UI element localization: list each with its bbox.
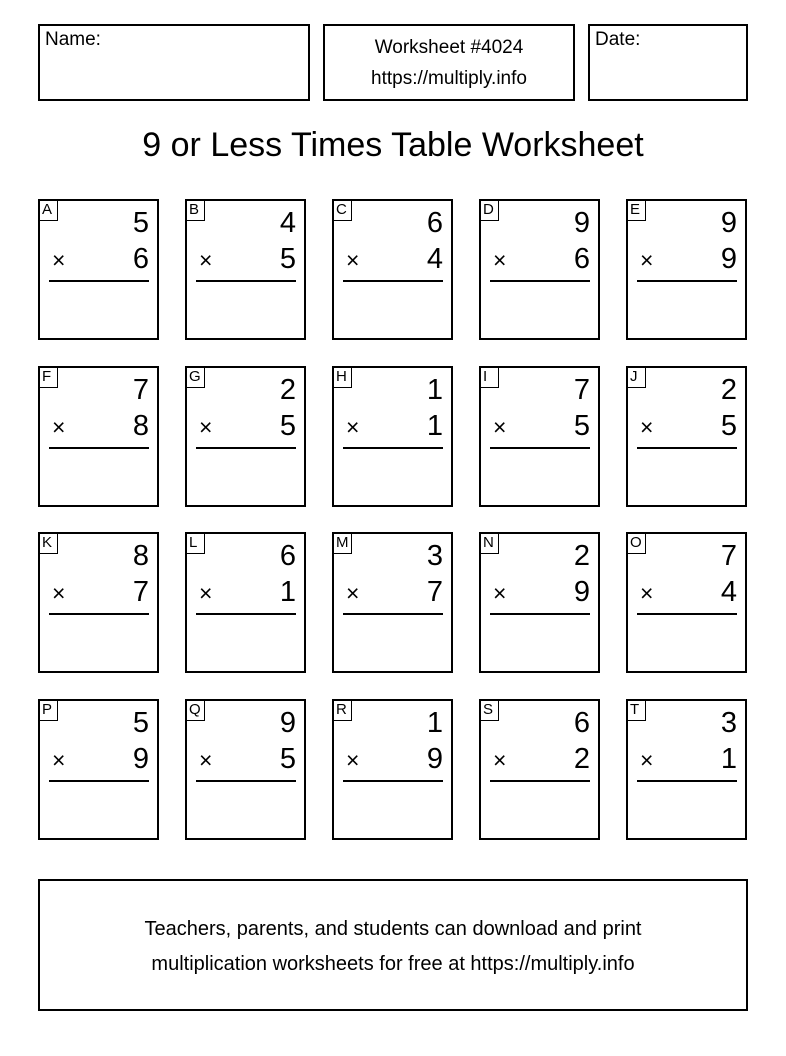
problem-card	[479, 366, 600, 507]
problem-card	[479, 699, 600, 840]
times-sign: ×	[52, 747, 66, 773]
times-sign: ×	[52, 414, 66, 440]
multiplier: 9	[132, 743, 149, 775]
answer-line	[196, 780, 296, 782]
problem-letter: I	[479, 366, 499, 388]
multiplier: 1	[720, 743, 737, 775]
multiplier: 5	[279, 743, 296, 775]
multiplicand: 8	[132, 540, 149, 572]
problem-letter: R	[332, 699, 352, 721]
site-url[interactable]: https://multiply.info	[371, 68, 527, 89]
problem-card	[38, 532, 159, 673]
multiplicand: 2	[279, 374, 296, 406]
answer-line	[49, 780, 149, 782]
answer-line	[637, 780, 737, 782]
problem-card	[626, 699, 747, 840]
problem-card	[332, 199, 453, 340]
multiplicand: 2	[720, 374, 737, 406]
multiplier: 2	[573, 743, 590, 775]
answer-line	[343, 280, 443, 282]
problem-letter: O	[626, 532, 646, 554]
footer-box	[38, 879, 748, 1011]
multiplicand: 3	[426, 540, 443, 572]
problem-letter: T	[626, 699, 646, 721]
times-sign: ×	[199, 247, 213, 273]
times-sign: ×	[52, 247, 66, 273]
multiplier: 6	[573, 243, 590, 275]
footer-line-2: multiplication worksheets for free at https://multiply.info	[151, 953, 635, 975]
problem-letter: J	[626, 366, 646, 388]
multiplicand: 5	[132, 207, 149, 239]
times-sign: ×	[493, 747, 507, 773]
multiplicand: 6	[279, 540, 296, 572]
problem-card	[38, 199, 159, 340]
multiplicand: 1	[426, 374, 443, 406]
multiplicand: 3	[720, 707, 737, 739]
date-label: Date:	[595, 29, 641, 50]
name-field-box	[38, 24, 310, 101]
answer-line	[637, 613, 737, 615]
problem-card	[332, 366, 453, 507]
problem-card	[185, 699, 306, 840]
answer-line	[637, 280, 737, 282]
multiplier: 9	[426, 743, 443, 775]
problem-letter: N	[479, 532, 499, 554]
answer-line	[637, 447, 737, 449]
multiplicand: 7	[573, 374, 590, 406]
multiplicand: 5	[132, 707, 149, 739]
multiplicand: 9	[279, 707, 296, 739]
problem-letter: S	[479, 699, 499, 721]
times-sign: ×	[199, 580, 213, 606]
times-sign: ×	[346, 247, 360, 273]
problem-letter: A	[38, 199, 58, 221]
problem-card	[626, 366, 747, 507]
answer-line	[343, 780, 443, 782]
answer-line	[490, 280, 590, 282]
problem-card	[185, 366, 306, 507]
problem-card	[38, 366, 159, 507]
multiplicand: 2	[573, 540, 590, 572]
times-sign: ×	[640, 414, 654, 440]
problem-letter: M	[332, 532, 352, 554]
footer-line-1: Teachers, parents, and students can download and print	[144, 918, 642, 940]
problem-card	[479, 532, 600, 673]
answer-line	[49, 447, 149, 449]
multiplier: 9	[720, 243, 737, 275]
multiplier: 8	[132, 410, 149, 442]
multiplier: 9	[573, 576, 590, 608]
multiplier: 7	[132, 576, 149, 608]
date-field-box	[588, 24, 748, 101]
multiplier: 1	[279, 576, 296, 608]
times-sign: ×	[493, 247, 507, 273]
multiplier: 5	[573, 410, 590, 442]
name-label: Name:	[45, 29, 101, 50]
worksheet-id: Worksheet #4024	[374, 37, 524, 58]
multiplicand: 9	[720, 207, 737, 239]
times-sign: ×	[199, 414, 213, 440]
problem-letter: B	[185, 199, 205, 221]
answer-line	[196, 280, 296, 282]
worksheet-info-box	[323, 24, 575, 101]
multiplier: 1	[426, 410, 443, 442]
multiplier: 5	[720, 410, 737, 442]
multiplicand: 6	[426, 207, 443, 239]
page-title: 9 or Less Times Table Worksheet	[142, 126, 644, 164]
problem-letter: F	[38, 366, 58, 388]
problem-letter: D	[479, 199, 499, 221]
problem-card	[332, 699, 453, 840]
multiplicand: 1	[426, 707, 443, 739]
multiplicand: 7	[132, 374, 149, 406]
times-sign: ×	[346, 580, 360, 606]
multiplier: 4	[426, 243, 443, 275]
problem-card	[332, 532, 453, 673]
problem-card	[479, 199, 600, 340]
problem-card	[626, 199, 747, 340]
multiplicand: 4	[279, 207, 296, 239]
answer-line	[49, 613, 149, 615]
times-sign: ×	[640, 580, 654, 606]
problem-card	[38, 699, 159, 840]
problem-letter: C	[332, 199, 352, 221]
times-sign: ×	[52, 580, 66, 606]
problem-letter: G	[185, 366, 205, 388]
times-sign: ×	[199, 747, 213, 773]
multiplier: 7	[426, 576, 443, 608]
problem-card	[185, 199, 306, 340]
multiplicand: 9	[573, 207, 590, 239]
times-sign: ×	[493, 414, 507, 440]
problem-letter: H	[332, 366, 352, 388]
answer-line	[490, 613, 590, 615]
times-sign: ×	[346, 747, 360, 773]
multiplicand: 7	[720, 540, 737, 572]
answer-line	[490, 780, 590, 782]
problem-letter: L	[185, 532, 205, 554]
multiplier: 6	[132, 243, 149, 275]
problem-card	[185, 532, 306, 673]
times-sign: ×	[346, 414, 360, 440]
times-sign: ×	[640, 247, 654, 273]
times-sign: ×	[493, 580, 507, 606]
answer-line	[343, 613, 443, 615]
answer-line	[49, 280, 149, 282]
answer-line	[196, 613, 296, 615]
multiplicand: 6	[573, 707, 590, 739]
problem-letter: P	[38, 699, 58, 721]
times-sign: ×	[640, 747, 654, 773]
answer-line	[343, 447, 443, 449]
answer-line	[196, 447, 296, 449]
problem-letter: Q	[185, 699, 205, 721]
problem-letter: K	[38, 532, 58, 554]
problem-card	[626, 532, 747, 673]
answer-line	[490, 447, 590, 449]
problem-letter: E	[626, 199, 646, 221]
multiplier: 4	[720, 576, 737, 608]
multiplier: 5	[279, 243, 296, 275]
multiplier: 5	[279, 410, 296, 442]
